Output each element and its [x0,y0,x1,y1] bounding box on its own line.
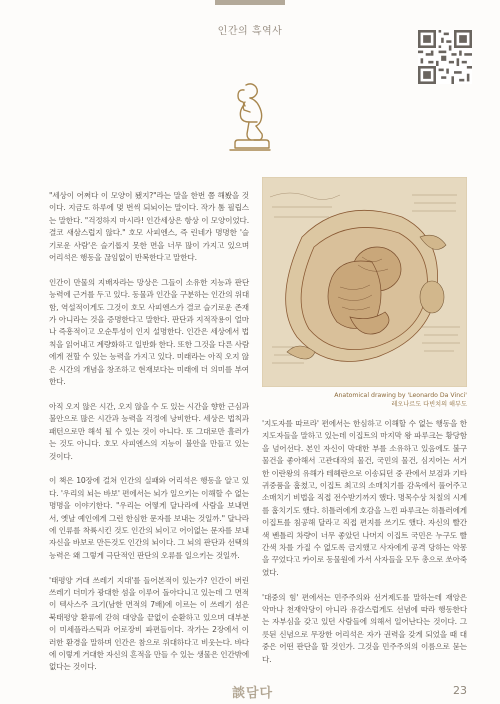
paragraph: '대중의 힘' 편에서는 민주주의와 선거제도를 말하는데 재앙은 악마나 천재악당이 아니라 유감스럽게도 선념에 따라 행동한다는 자부심을 갖고 있던 사람들에 의해서 일어난다는 것이다. 그릇된 신념으로 무장한 어리석은 자가 권력을 갖게 되었을 때 대중은 어떤 판단을 할 것인가. 그것을 민주주의의 이름으로 묻는다. [262,592,467,664]
qr-code-icon [418,30,472,84]
figure-caption-en: Anatomical drawing by 'Leonardo Da Vinci' [334,392,467,399]
thinker-statue-icon [216,76,284,154]
article-column-left [49,190,249,686]
page-number: 23 [453,684,467,697]
paragraph: "세상이 어쩌다 이 모양이 됐지?"라는 말을 한번 쯤 해봤을 것이다. 지금도 하루에 몇 번씩 되뇌이는 말이다. 작가 톰 필립스는 말한다. "걱정하지 마시라! 인간세상은 항상 이 모양이었다. 결코 새삼스럽지 않다." 호모 사피엔스, 즉 린네가 명명한 '슬기로운 사람'은 슬기롭지 못한 면을 너무 많이 가지고 있으며 어리석은 행동을 끊임없이 반복한다고 말한다. [49,191,249,263]
paragraph: '태평양 거대 쓰레기 지대'를 들어본적이 있는가? 인간이 버린 쓰레기 더미가 광대한 섬을 이루어 돌아다니고 있는데 그 면적이 텍사스주 크기(남한 면적의 7배)에 이르는 이 쓰레기 섬은 북태평양 환류에 갇혀 대양을 끝없이 순환하고 있으며 대부분이 미세플라스틱과 어로장비 파편들이다. 작가는 2장에서 이러한 환경을 말하며 인간은 참으로 위대하다고 비웃는다. 바다에 이렇게 거대한 자신의 흔적을 만들 수 있는 생물은 인간밖에 없다는 것이다. [49,575,250,672]
paragraph: '지도자를 따르라' 편에서는 한심하고 이해할 수 없는 행동을 한 지도자들을 말하고 있는데 이집트의 마지막 왕 파루크는 황당함을 넘어선다. 본인 자신이 막대한 부를 소유하고 있음에도 불구 물건을 좋아해서 고관대작의 물건, 국민의 물건, 심지어는 서거한 이란왕의 유해가 테헤란으로 이송되던 중 관에서 보검과 기타 귀중품을 훔쳤고, 이집트 최고의 소매치기를 감옥에서 풀어주고 소매치기 비법을 직접 전수받기까지 했다. 명목수상 처칠의 시계를 훔치기도 했다. 히틀러에게 호감을 느낀 파루크는 히틀러에게 이집트를 침공해 달라고 직접 편지를 쓰기도 했다. 자신의 빨간색 벤틀리 차량이 너무 좋았던 나머지 이집트 국민은 누구도 빨간색 차를 가질 수 없도록 금지했고 사자에게 공격 당하는 악몽을 꾸었다고 카이로 동물원에 가서 사자들을 모두 총으로 쏘아죽였다. [262,419,467,577]
article-column-right [262,418,467,679]
paragraph: 인간이 만물의 지배자라는 망상은 그들이 소유한 지능과 판단능력에 근거를 두고 있다. 동물과 인간을 구분하는 인간의 위대함, 역설적이게도 그것이 호모 사피엔스가 결코 슬기로운 존재가 아니라는 것을 증명한다고 말한다. 판단과 지적작용이 얼마나 즉흥적이고 오순투성이 인지 설명한다. 인간은 세상에서 법칙을 읽어내고 계량화하고 일반화 한다. 또한 그것을 다른 사람에게 전할 수 있는 능력을 가지고 있다. 미래라는 아직 오지 않은 시간의 개념을 창조하고 현재보다는 미래에 더 의미를 부여한다. [49,277,250,387]
anatomical-drawing-image [262,177,467,387]
figure-caption-ko: 레오나르도 다빈치의 해부도 [391,401,467,408]
top-accent-bar [215,0,285,5]
magazine-logo: 談담다 [232,686,274,701]
section-title: 인간의 흑역사 [217,26,283,37]
paragraph: 이 책은 10장에 걸쳐 인간의 실패와 어리석은 행동을 알고 있다. '우리의 뇌는 바보' 편에서는 뇌가 일으키는 이해할 수 없는 명명을 이야기한다. "우리는 어떻게 달나라에 사람을 보내면서, 옛날 예인에게 그런 한심한 문자를 보내는 것일까." 달나라에 인류를 착륙시킨 것도 인간의 뇌이고 어이없는 문자를 보내 자신을 바보로 만든것도 인간의 뇌이다. 그 뇌의 판단과 선택의 능력은 왜 그렇게 극단적인 판단의 오류를 일으키는 것일까. [49,476,250,560]
paragraph: 아직 오지 않은 시간, 오지 않을 수 도 있는 시간을 향한 근심과 불안으로 많은 시간과 능력을 걱정에 낭비한다. 세상은 법칙과 패턴으로만 해석 될 수 있는 것이 아니다. 또 그대로만 흘러가는 것도 아니다. 호모 사피엔스의 지능이 불안을 만들고 있는 것이다. [49,401,249,461]
